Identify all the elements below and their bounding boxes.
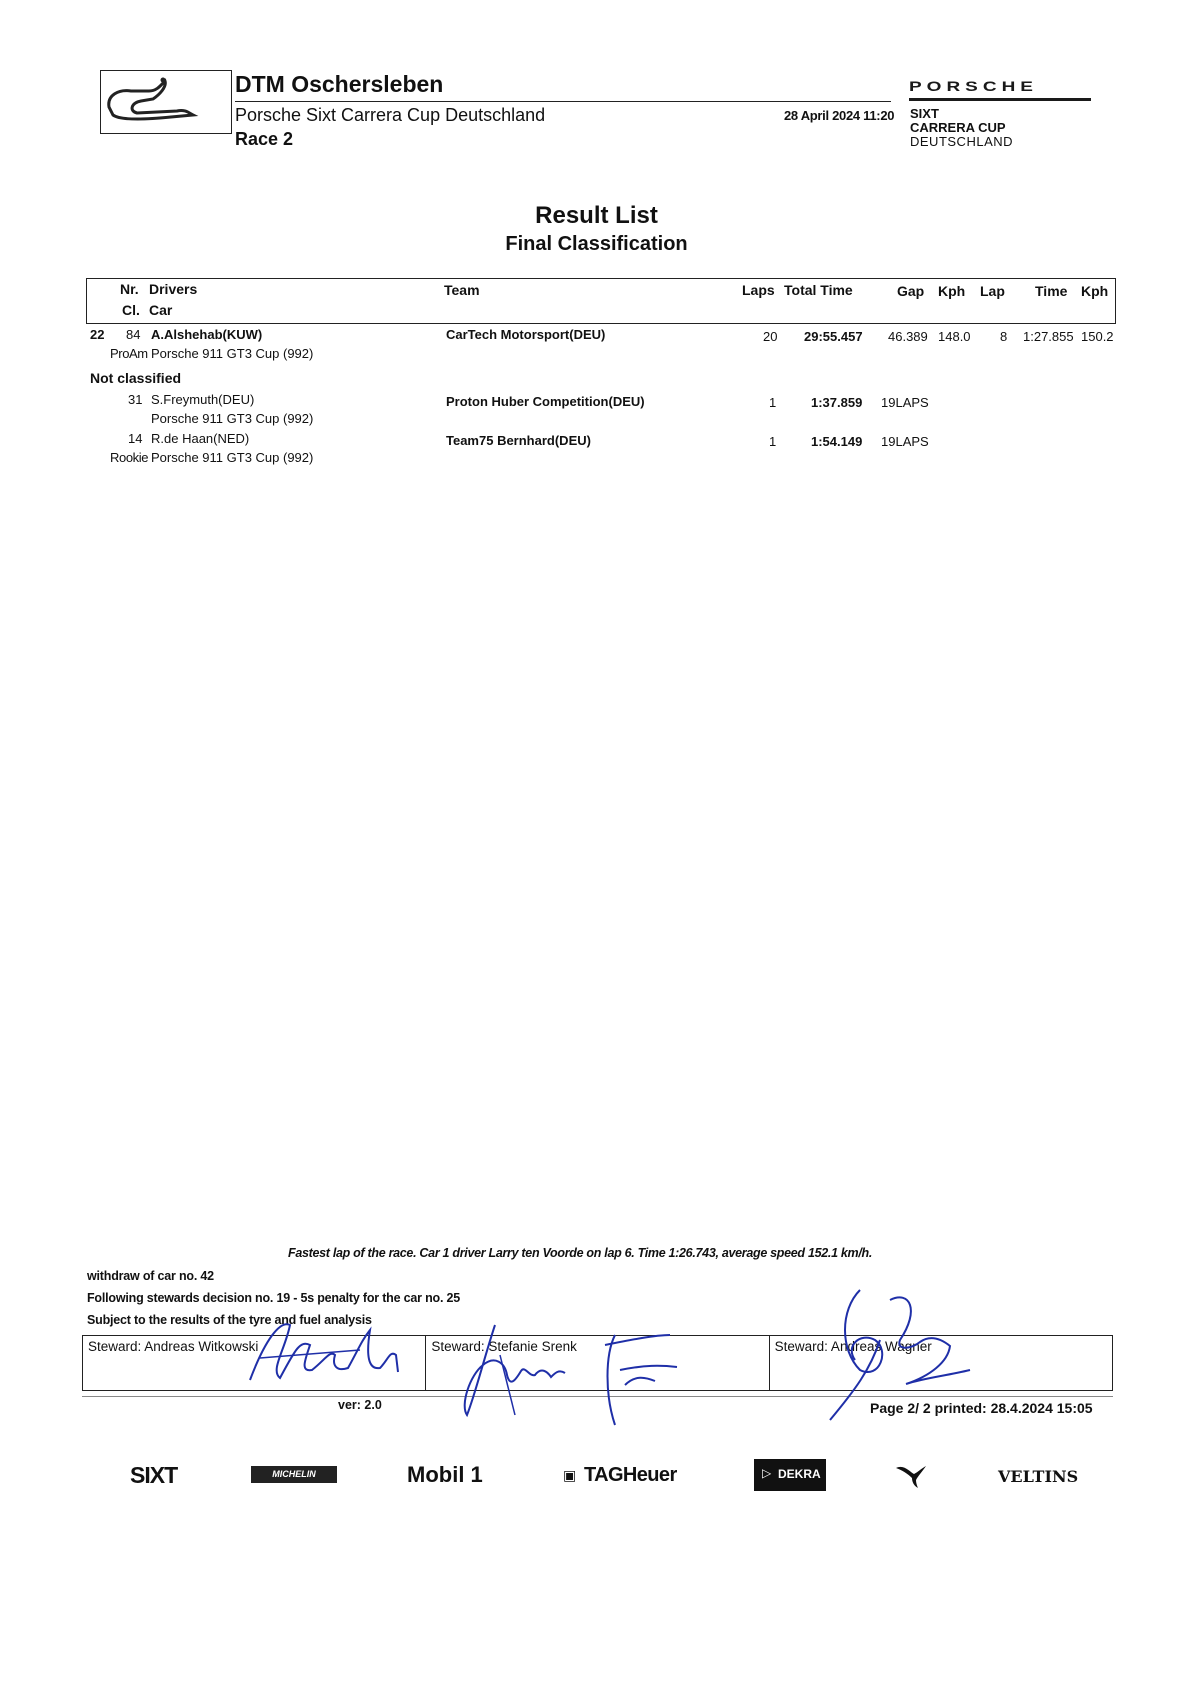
gap: 19LAPS (881, 395, 929, 410)
best-lap-number: 8 (1000, 329, 1008, 344)
dekra-arrow-icon: ▷ (762, 1466, 772, 1480)
car-model: Porsche 911 GT3 Cup (992) (151, 346, 314, 361)
gap: 19LAPS (881, 434, 929, 449)
signature-srenk (455, 1315, 695, 1425)
driver-class: Rookie (110, 450, 149, 465)
michelin-logo: MICHELIN (251, 1466, 337, 1483)
laps: 1 (769, 395, 777, 410)
col-drivers: Drivers (149, 281, 198, 297)
version-label: ver: 2.0 (338, 1398, 382, 1412)
car-number: 84 (126, 327, 141, 342)
race-date-time: 28 April 2024 11:20 (784, 108, 895, 123)
signature-witkowski (240, 1310, 420, 1390)
total-time: 29:55.457 (804, 329, 863, 344)
header-rule (235, 101, 891, 102)
document-title: Result List (535, 202, 658, 229)
laps: 1 (769, 434, 777, 449)
total-time: 1:37.859 (811, 395, 863, 410)
steward-2: Steward: Stefanie Srenk (426, 1336, 769, 1390)
col-kph: Kph (938, 283, 966, 299)
position: 22 (90, 327, 105, 342)
car-number: 31 (128, 392, 143, 407)
steward-1: Steward: Andreas Witkowski (83, 1336, 426, 1390)
total-time: 1:54.149 (811, 434, 863, 449)
puma-logo-icon (894, 1462, 928, 1490)
best-lap-time: 1:27.855 (1023, 329, 1074, 344)
car-model: Porsche 911 GT3 Cup (992) (151, 450, 314, 465)
driver-class: ProAm (110, 346, 148, 361)
mobil1-logo: Mobil 1 (407, 1462, 483, 1487)
note-penalty: Following stewards decision no. 19 - 5s penalty for the car no. 25 (87, 1291, 461, 1305)
race-name: Race 2 (235, 129, 294, 149)
avg-kph: 148.0 (938, 329, 971, 344)
col-total-time: Total Time (784, 282, 853, 298)
col-lap: Lap (980, 283, 1005, 299)
team-name: Team75 Bernhard(DEU) (446, 433, 591, 448)
steward-3: Steward: Andreas Wagner (774, 1339, 932, 1354)
col-car: Car (149, 302, 173, 318)
col-team: Team (444, 282, 480, 298)
best-lap-kph: 150.2 (1081, 329, 1114, 344)
gap: 46.389 (888, 329, 928, 344)
note-analysis: Subject to the results of the tyre and fuel analysis (87, 1313, 372, 1327)
dekra-logo (754, 1459, 826, 1491)
col-class: Cl. (122, 302, 140, 318)
series-name: Porsche Sixt Carrera Cup Deutschland (235, 105, 546, 125)
veltins-logo: VELTINS (998, 1467, 1079, 1486)
track-map-icon (101, 71, 231, 133)
dekra-label: DEKRA (778, 1467, 821, 1481)
tagheuer-icon: ▣ (563, 1467, 577, 1483)
driver-name: A.Alshehab(KUW) (151, 327, 263, 342)
col-kph-best: Kph (1081, 283, 1109, 299)
col-time: Time (1035, 283, 1068, 299)
sixt-logo: SIXT (130, 1462, 178, 1488)
not-classified-label: Not classified (90, 370, 182, 386)
track-map-logo (100, 70, 232, 134)
col-laps: Laps (742, 282, 775, 298)
brand-line-deutschland: DEUTSCHLAND (910, 134, 1014, 149)
team-name: Proton Huber Competition(DEU) (446, 394, 645, 409)
col-gap: Gap (897, 283, 925, 299)
car-number: 14 (128, 431, 143, 446)
col-nr: Nr. (120, 281, 139, 297)
note-withdraw: withdraw of car no. 42 (87, 1269, 214, 1283)
car-model: Porsche 911 GT3 Cup (992) (151, 411, 314, 426)
event-title: DTM Oschersleben (235, 71, 444, 97)
porsche-logo: PORSCHE (909, 79, 1038, 95)
tagheuer-logo: TAGHeuer (584, 1464, 677, 1486)
brand-line-carrera-cup: CARRERA CUP (910, 120, 1006, 135)
brand-line-sixt: SIXT (910, 106, 939, 121)
fastest-lap-note: Fastest lap of the race. Car 1 driver Larry ten Voorde on lap 6. Time 1:26.743, average speed 152.1 km/h. (288, 1246, 873, 1260)
driver-name: S.Freymuth(DEU) (151, 392, 255, 407)
driver-name: R.de Haan(NED) (151, 431, 250, 446)
document-subtitle: Final Classification (505, 233, 688, 255)
page-info: Page 2/ 2 printed: 28.4.2024 15:05 (870, 1400, 1093, 1416)
team-name: CarTech Motorsport(DEU) (446, 327, 606, 342)
laps: 20 (763, 329, 778, 344)
porsche-logo-bar (909, 98, 1091, 101)
